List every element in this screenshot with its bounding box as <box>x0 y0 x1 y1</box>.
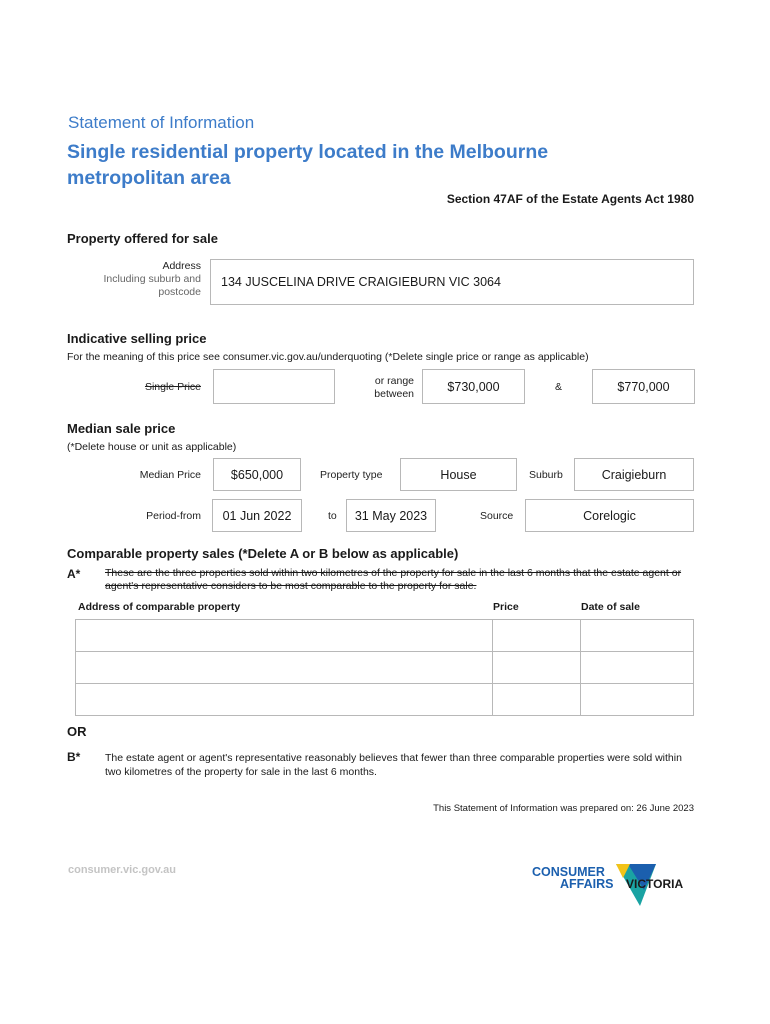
range-label-1: or range <box>374 375 414 387</box>
col-date-header: Date of sale <box>581 601 640 613</box>
option-b-text: The estate agent or agent's representative reasonably believes that fewer than three comparable properties were sold within two kilometres of the property for sale in the last 6 months. <box>105 752 682 778</box>
property-type-value: House <box>440 467 477 482</box>
median-price-note: (*Delete house or unit as applicable) <box>67 441 237 453</box>
suburb-label: Suburb <box>529 469 563 481</box>
period-from-label: Period-from <box>146 510 201 522</box>
address-label: Address <box>162 260 201 272</box>
indicative-price-note: For the meaning of this price see consumer.vic.gov.au/underquoting (*Delete single price or range as applicable) <box>67 351 589 363</box>
property-type-label: Property type <box>320 469 383 481</box>
address-sublabel-2: postcode <box>158 286 201 298</box>
consumer-affairs-victoria-logo <box>530 860 700 912</box>
address-label-block <box>104 260 202 299</box>
address-sublabel-1: Including suburb and <box>103 273 201 285</box>
logo-line-affairs: AFFAIRS <box>560 877 614 891</box>
logo-line-victoria: VICTORIA <box>626 877 684 891</box>
period-to-value: 31 May 2023 <box>354 508 428 523</box>
range-label-2: between <box>374 388 414 400</box>
document-subtitle: Single residential property located in the Melbourne metropolitan area <box>67 141 549 189</box>
range-and-symbol: & <box>555 381 563 393</box>
period-from-field[interactable] <box>212 499 302 532</box>
period-to-label: to <box>328 510 337 522</box>
suburb-value: Craigieburn <box>601 467 667 482</box>
comparable-date-cell[interactable] <box>581 652 694 684</box>
comparable-price-cell[interactable] <box>493 652 581 684</box>
source-value: Corelogic <box>583 508 636 523</box>
address-field[interactable] <box>210 259 694 305</box>
comparable-address-cell[interactable] <box>76 652 493 684</box>
table-row <box>76 684 694 716</box>
range-label-block <box>350 375 414 401</box>
comparable-date-cell[interactable] <box>581 684 694 716</box>
source-label: Source <box>480 510 514 522</box>
suburb-field[interactable] <box>574 458 694 491</box>
logo-line-consumer: CONSUMER <box>532 865 605 879</box>
comparable-price-cell[interactable] <box>493 684 581 716</box>
median-price-value: $650,000 <box>230 467 284 482</box>
act-section-reference: Section 47AF of the Estate Agents Act 1980 <box>446 192 694 206</box>
col-price-header: Price <box>493 601 519 613</box>
single-price-field[interactable] <box>213 369 335 404</box>
median-price-field[interactable] <box>213 458 301 491</box>
address-value: 134 JUSCELINA DRIVE CRAIGIEBURN VIC 3064 <box>221 275 501 289</box>
range-high-value: $770,000 <box>617 379 670 394</box>
period-to-field[interactable] <box>346 499 436 532</box>
period-from-value: 01 Jun 2022 <box>222 508 292 523</box>
indicative-price-heading: Indicative selling price <box>67 331 207 346</box>
range-high-field[interactable] <box>592 369 695 404</box>
table-row <box>76 652 694 684</box>
col-address-header: Address of comparable property <box>78 601 241 613</box>
range-low-field[interactable] <box>422 369 525 404</box>
range-low-value: $730,000 <box>447 379 500 394</box>
option-a-text: These are the three properties sold within two kilometres of the property for sale in the last 6 months that the estate agent or agent's representative considers to be most comparable to the property for sale. <box>105 567 682 592</box>
comparable-address-cell[interactable] <box>76 620 493 652</box>
property-type-field[interactable] <box>400 458 517 491</box>
prepared-date-text: This Statement of Information was prepared on: 26 June 2023 <box>433 803 694 814</box>
footer-url: consumer.vic.gov.au <box>68 864 177 876</box>
or-label: OR <box>67 724 87 739</box>
comparable-date-cell[interactable] <box>581 620 694 652</box>
median-price-label: Median Price <box>139 469 201 481</box>
option-a-marker: A* <box>67 567 81 581</box>
comparable-sales-table <box>75 619 694 716</box>
property-offered-heading: Property offered for sale <box>67 231 218 246</box>
table-row <box>76 620 694 652</box>
document-title: Statement of Information <box>68 113 255 132</box>
median-price-heading: Median sale price <box>67 421 176 436</box>
option-b-marker: B* <box>67 750 81 764</box>
single-price-label: Single Price <box>144 381 201 393</box>
comparable-address-cell[interactable] <box>76 684 493 716</box>
comparable-price-cell[interactable] <box>493 620 581 652</box>
source-field[interactable] <box>525 499 694 532</box>
comparable-sales-heading: Comparable property sales (*Delete A or B below as applicable) <box>67 546 459 561</box>
